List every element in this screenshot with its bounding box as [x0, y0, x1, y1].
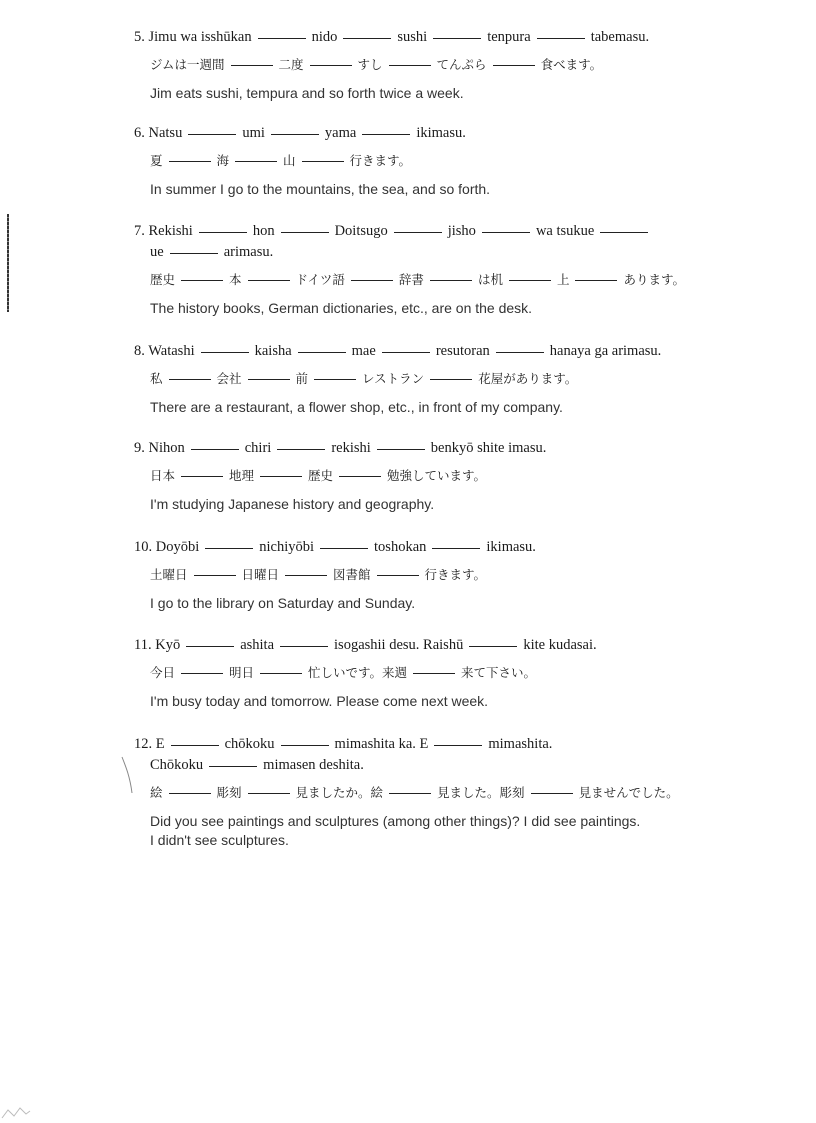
english-translation: I'm studying Japanese history and geography.: [150, 496, 435, 512]
blank: [260, 475, 302, 477]
blank: [199, 231, 247, 233]
japanese-line: [134, 270, 774, 290]
romaji-segment: isogashii desu. Raishū: [334, 637, 464, 653]
blank: [281, 744, 329, 746]
corner-smudge: [0, 1098, 40, 1123]
english-translation: The history books, German dictionaries, etc., are on the desk.: [150, 300, 533, 316]
blank: [469, 645, 517, 647]
romaji-segment: Chōkoku: [150, 757, 204, 773]
blank: [205, 547, 253, 549]
romaji-segment: sushi: [397, 29, 428, 45]
blank: [493, 64, 535, 66]
romaji-segment: chōkoku: [224, 736, 275, 752]
blank: [537, 37, 585, 39]
blank: [314, 378, 356, 380]
japanese-segment: ドイツ語: [295, 272, 345, 287]
romaji-segment: kaisha: [254, 343, 292, 359]
japanese-line: [134, 783, 774, 803]
blank: [248, 792, 290, 794]
exercise-5: [134, 27, 774, 103]
blank: [194, 574, 236, 576]
romaji-segment: mimasen deshita.: [263, 757, 364, 773]
english-line-continued: I didn't see sculptures.: [150, 832, 289, 848]
romaji-line: [134, 27, 774, 48]
romaji-segment: tabemasu.: [590, 29, 650, 45]
japanese-segment: 地理: [229, 468, 255, 483]
romaji-segment: mae: [351, 343, 376, 359]
blank: [209, 765, 257, 767]
blank: [362, 133, 410, 135]
romaji-line: [134, 123, 774, 144]
romaji-segment: Kyō: [155, 637, 181, 653]
blank: [482, 231, 530, 233]
exercise-number: 12.: [134, 736, 153, 752]
romaji-segment: kite kudasai.: [523, 637, 597, 653]
japanese-line: [134, 369, 774, 389]
romaji-segment: arimasu.: [223, 244, 274, 260]
romaji-segment: Nihon: [148, 440, 185, 456]
blank: [186, 645, 234, 647]
blank: [298, 351, 346, 353]
romaji-segment: Doitsugo: [334, 223, 388, 239]
blank: [285, 574, 327, 576]
japanese-segment: 食べます。: [540, 57, 603, 72]
japanese-segment: 忙しいです。来週: [308, 665, 408, 680]
blank: [191, 448, 239, 450]
japanese-segment: 日曜日: [241, 567, 280, 582]
blank: [169, 160, 211, 162]
blank: [377, 574, 419, 576]
japanese-segment: あります。: [623, 272, 685, 287]
romaji-segment: nido: [311, 29, 338, 45]
romaji-line: [134, 537, 774, 558]
japanese-segment: 彫刻: [216, 785, 242, 800]
romaji-segment: hon: [252, 223, 275, 239]
exercise-number: 6.: [134, 125, 145, 141]
japanese-segment: 土曜日: [150, 567, 188, 582]
japanese-segment: 見ませんでした。: [578, 785, 679, 800]
japanese-segment: 日本: [150, 468, 176, 483]
japanese-segment: 辞書: [398, 272, 424, 287]
romaji-line: [134, 341, 774, 362]
blank: [430, 378, 472, 380]
blank: [394, 231, 442, 233]
romaji-segment: ikimasu.: [416, 125, 466, 141]
japanese-segment: 行きます。: [424, 567, 487, 582]
english-translation: [134, 812, 774, 850]
blank: [430, 279, 472, 281]
blank: [302, 160, 344, 162]
japanese-line: [134, 151, 774, 171]
blank: [169, 792, 211, 794]
exercise-number: 7.: [134, 223, 145, 239]
blank: [181, 475, 223, 477]
blank: [188, 133, 236, 135]
japanese-segment: 図書館: [333, 567, 371, 582]
english-translation: I go to the library on Saturday and Sunday.: [150, 595, 416, 611]
japanese-segment: 来て下さい。: [461, 665, 537, 680]
japanese-segment: 今日: [150, 665, 176, 680]
romaji-segment: Natsu: [148, 125, 183, 141]
japanese-segment: てんぷら: [436, 57, 487, 72]
romaji-segment: resutoran: [435, 343, 490, 359]
romaji-segment: wa tsukue: [535, 223, 595, 239]
romaji-segment: ikimasu.: [486, 539, 536, 555]
romaji-segment: umi: [242, 125, 265, 141]
blank: [280, 645, 328, 647]
english-line: Did you see paintings and sculptures (among other things)? I did see paintings.: [150, 813, 641, 829]
exercise-number: 11.: [134, 637, 152, 653]
romaji-segment: ue: [150, 244, 164, 260]
blank: [170, 252, 218, 254]
romaji-segment: yama: [324, 125, 357, 141]
blank: [339, 475, 381, 477]
blank: [281, 231, 329, 233]
romaji-segment: E: [155, 736, 165, 752]
blank: [248, 378, 290, 380]
blank: [260, 672, 302, 674]
japanese-segment: 絵: [150, 785, 163, 800]
romaji-line: [134, 635, 774, 656]
japanese-segment: 上: [556, 272, 570, 287]
exercise-8: [134, 341, 774, 417]
blank: [600, 231, 648, 233]
blank: [343, 37, 391, 39]
blank: [277, 448, 325, 450]
english-translation: There are a restaurant, a flower shop, etc., in front of my company.: [150, 399, 563, 415]
japanese-segment: 明日: [229, 665, 255, 680]
blank: [181, 279, 223, 281]
japanese-line: [134, 663, 774, 683]
blank: [258, 37, 306, 39]
romaji-segment: chiri: [244, 440, 272, 456]
japanese-segment: すし: [357, 57, 383, 72]
japanese-segment: 花屋があります。: [478, 371, 578, 386]
english-translation: In summer I go to the mountains, the sea, and so forth.: [150, 181, 491, 197]
romaji-line: [134, 221, 774, 242]
exercise-number: 8.: [134, 343, 145, 359]
romaji-line-continued: [134, 242, 774, 263]
blank: [310, 64, 352, 66]
japanese-segment: 本: [229, 272, 242, 287]
romaji-line: [134, 438, 774, 459]
romaji-segment: Jimu wa isshūkan: [148, 29, 252, 45]
blank: [201, 351, 249, 353]
japanese-segment: 歴史: [308, 468, 334, 483]
romaji-segment: jisho: [447, 223, 476, 239]
blank: [389, 64, 431, 66]
exercise-10: [134, 537, 774, 613]
english-translation: I'm busy today and tomorrow. Please come next week.: [150, 693, 489, 709]
romaji-segment: rekishi: [331, 440, 371, 456]
blank: [248, 279, 290, 281]
romaji-segment: benkyō shite imasu.: [430, 440, 547, 456]
blank: [496, 351, 544, 353]
english-translation: Jim eats sushi, tempura and so forth twice a week.: [150, 85, 464, 101]
japanese-segment: ジムは一週間: [150, 57, 225, 72]
blank: [171, 744, 219, 746]
blank: [433, 37, 481, 39]
japanese-segment: 見ました。彫刻: [437, 785, 525, 800]
japanese-segment: 行きます。: [349, 153, 412, 168]
japanese-segment: 会社: [216, 371, 242, 386]
blank: [320, 547, 368, 549]
romaji-segment: Doyōbi: [155, 539, 200, 555]
japanese-segment: レストラン: [362, 371, 425, 386]
blank: [531, 792, 573, 794]
japanese-segment: 歴史: [150, 272, 176, 287]
blank: [377, 448, 425, 450]
japanese-segment: 勉強しています。: [387, 468, 487, 483]
japanese-line: [134, 565, 774, 585]
blank: [389, 792, 431, 794]
romaji-line-continued: [134, 755, 774, 776]
blank: [434, 744, 482, 746]
romaji-segment: toshokan: [374, 539, 427, 555]
romaji-segment: mimashita.: [488, 736, 553, 752]
blank: [509, 279, 551, 281]
blank: [432, 547, 480, 549]
japanese-segment: 海: [216, 153, 230, 168]
japanese-segment: 前: [295, 371, 309, 386]
blank: [413, 672, 455, 674]
romaji-line: [134, 734, 774, 755]
blank: [351, 279, 393, 281]
pen-mark: [120, 755, 134, 795]
romaji-segment: Watashi: [148, 343, 195, 359]
romaji-segment: Rekishi: [148, 223, 193, 239]
japanese-line: [134, 466, 774, 486]
japanese-segment: 見ましたか。絵: [295, 785, 384, 800]
exercise-9: [134, 438, 774, 514]
japanese-segment: 二度: [278, 57, 304, 72]
japanese-segment: 山: [283, 153, 296, 168]
exercise-12: [134, 734, 774, 850]
romaji-segment: tenpura: [487, 29, 531, 45]
blank: [181, 672, 223, 674]
romaji-segment: mimashita ka. E: [334, 736, 429, 752]
exercise-number: 5.: [134, 29, 145, 45]
japanese-segment: 私: [150, 371, 163, 386]
blank: [382, 351, 430, 353]
japanese-segment: 夏: [150, 153, 163, 168]
romaji-segment: hanaya ga arimasu.: [549, 343, 662, 359]
exercise-number: 10.: [134, 539, 153, 555]
margin-bar: [7, 214, 9, 312]
blank: [235, 160, 277, 162]
blank: [169, 378, 211, 380]
exercise-7: [134, 221, 774, 318]
romaji-segment: nichiyōbi: [259, 539, 315, 555]
blank: [575, 279, 617, 281]
blank: [231, 64, 273, 66]
japanese-line: [134, 55, 774, 75]
exercise-11: [134, 635, 774, 711]
blank: [271, 133, 319, 135]
exercise-number: 9.: [134, 440, 145, 456]
japanese-segment: は机: [477, 272, 503, 287]
exercise-6: [134, 123, 774, 199]
romaji-segment: ashita: [240, 637, 275, 653]
